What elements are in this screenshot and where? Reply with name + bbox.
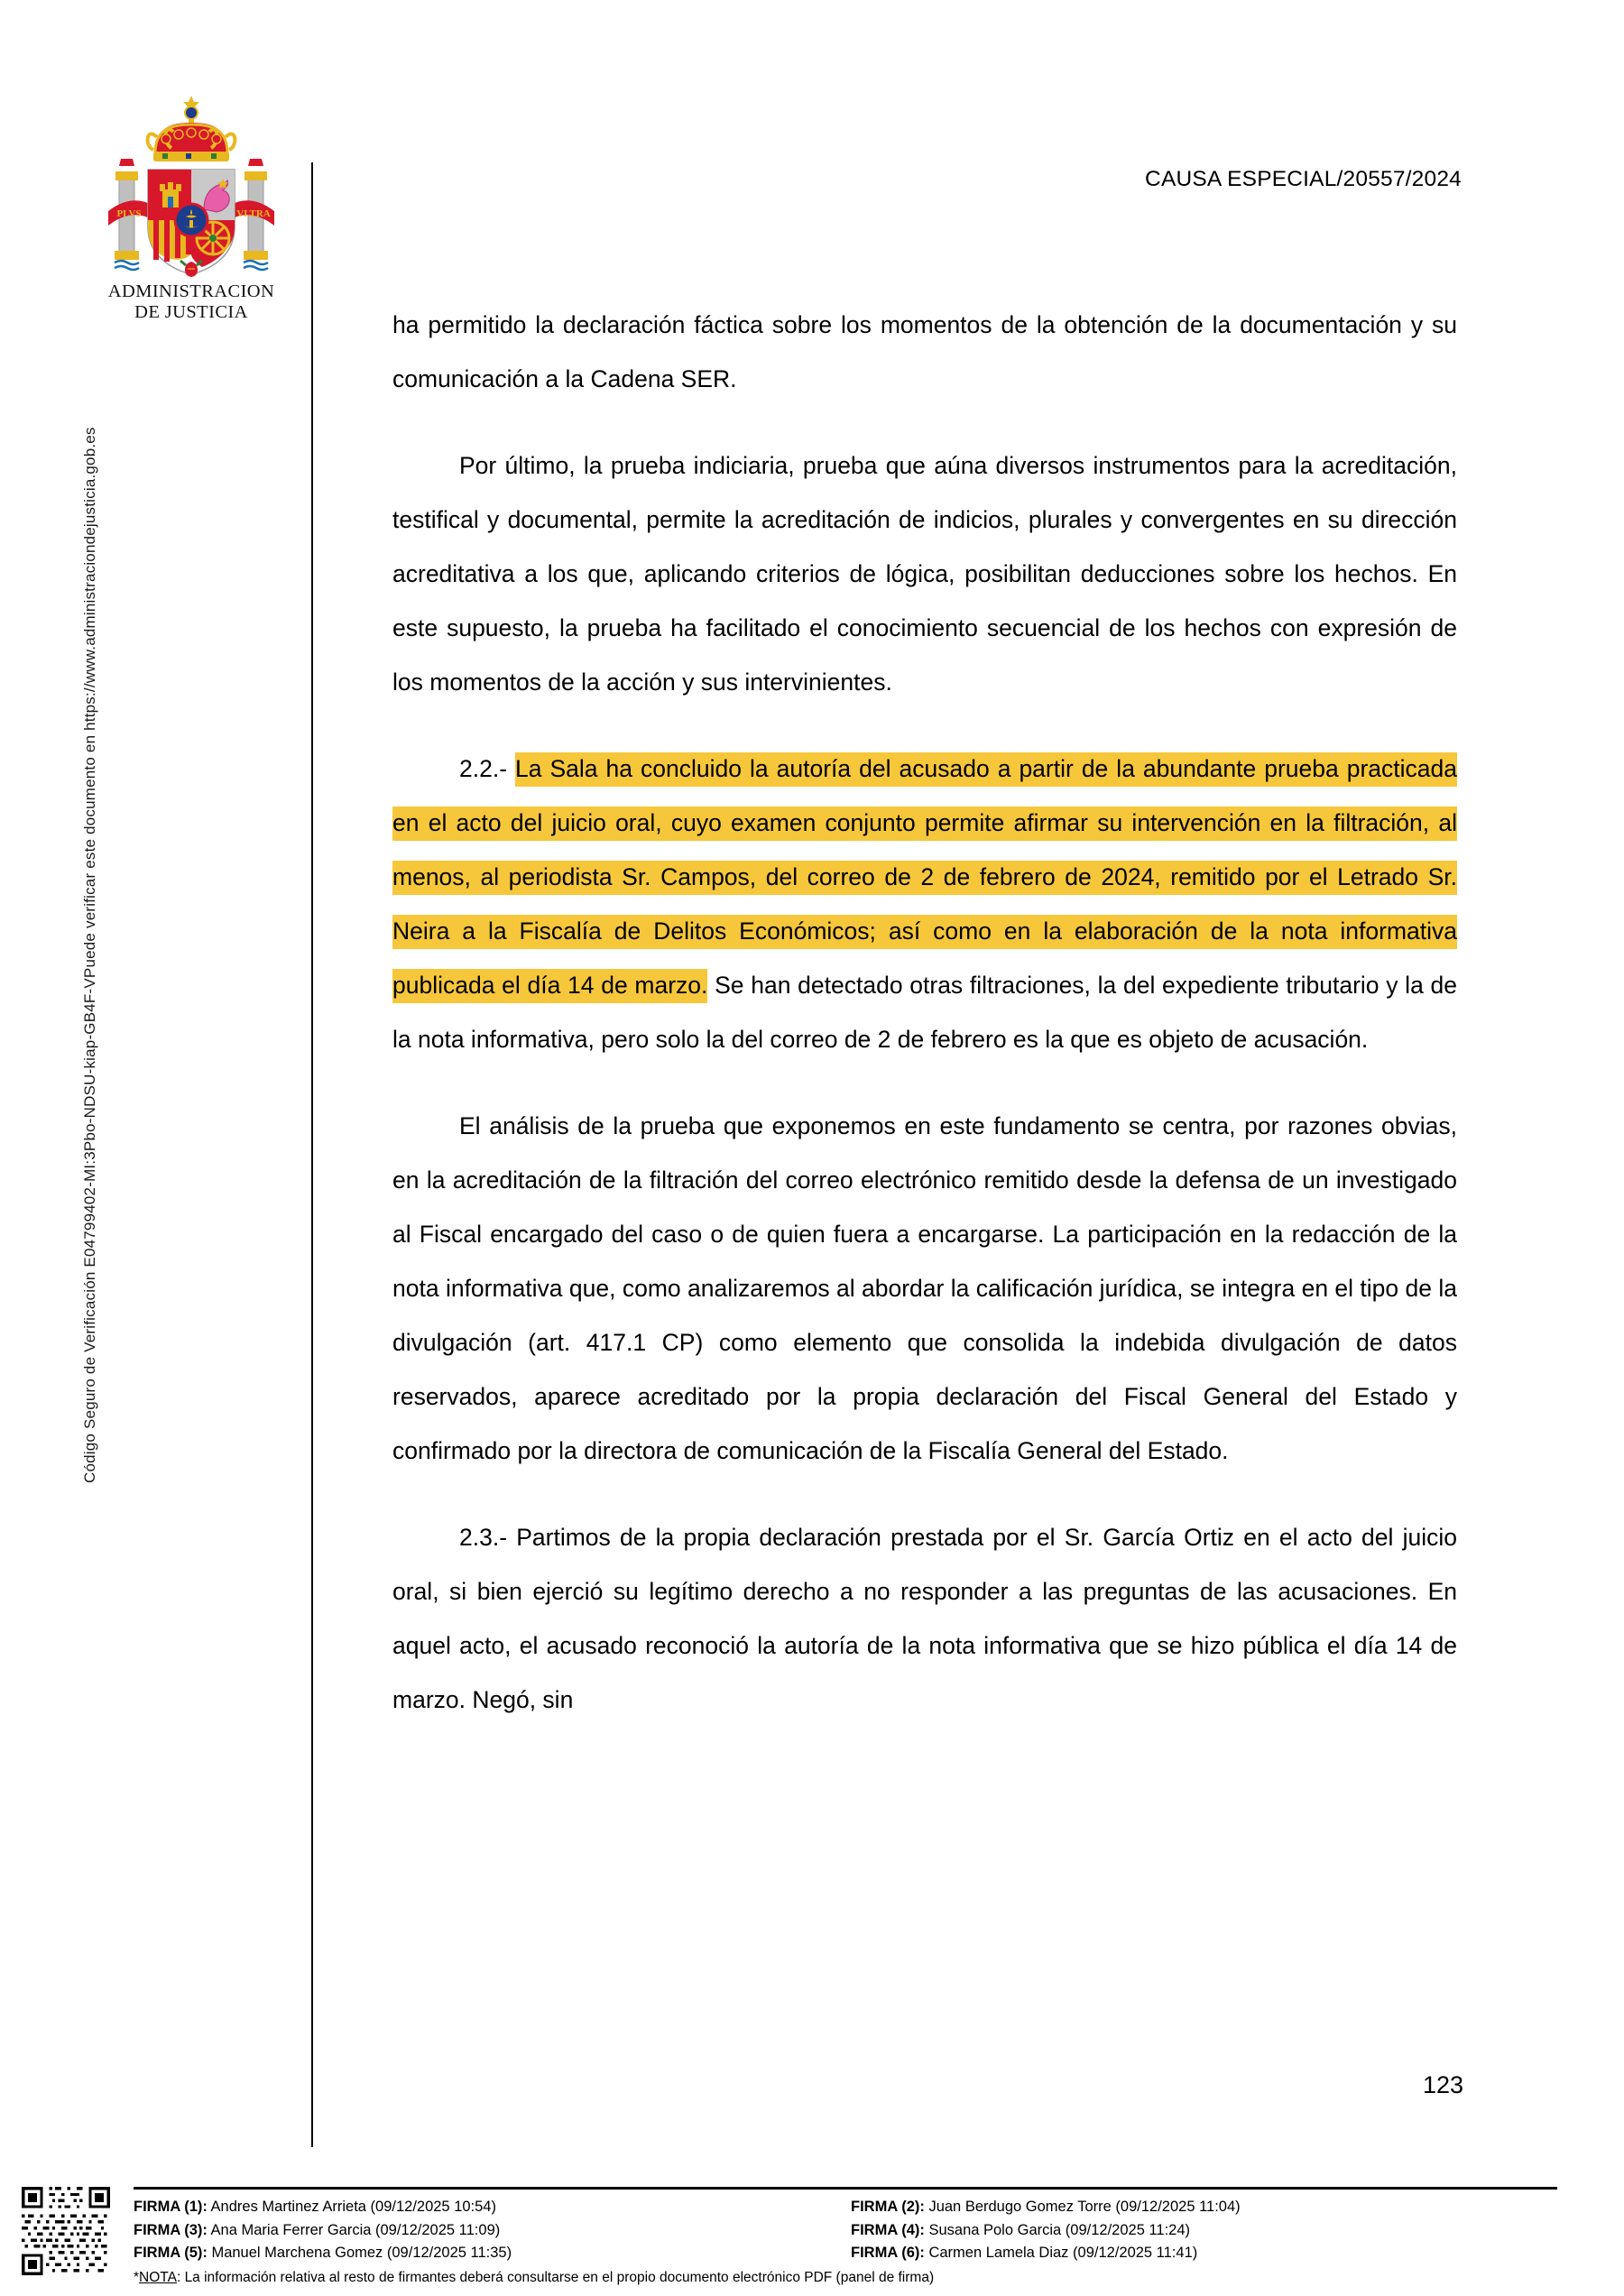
signature-footer: [134, 2196, 1568, 2287]
verification-code-text: Código Seguro de Verificación E04799402-MI:3Pbo-NDSU-kiap-GB4F-V: [81, 978, 98, 1483]
text-run: Se han detectado otras filtraciones, la del expediente tributario y la de la nota informativa, pero solo la del correo de 2 de febrero es la que es objeto de acusación.: [392, 972, 1457, 1053]
signature-value: Ana Maria Ferrer Garcia (09/12/2025 11:09): [207, 2221, 501, 2238]
signature-line: [851, 2242, 1568, 2265]
footer-divider-rule: [134, 2187, 1557, 2190]
signature-line: [134, 2242, 851, 2265]
page-number: 123: [1422, 2071, 1463, 2098]
signature-line: [851, 2196, 1568, 2219]
text-run: 2.2.-: [459, 755, 516, 782]
verification-sidebar: [0, 0, 98, 2147]
para-2-2: [392, 742, 1457, 1066]
para-prueba-indiciaria: [392, 438, 1457, 709]
signature-column-right: [851, 2196, 1568, 2265]
svg-text:VLTRA: VLTRA: [236, 208, 271, 219]
emblem-caption-line-2: DE JUSTICIA: [134, 301, 248, 322]
text-run: Por último, la prueba indiciaria, prueba que aúna diversos instrumentos para la acreditación, testifical y documental, permite la acreditación de indicios, plurales y convergentes en su dirección acreditativa a los que, aplicando criterios de lógica, posibilitan deducciones sobre los hechos. En este supuesto, la prueba ha facilitado el conocimiento secuencial de los hechos con expresión de los momentos de la acción y sus intervinientes.: [392, 452, 1457, 696]
signature-value: Juan Berdugo Gomez Torre (09/12/2025 11:04): [924, 2199, 1241, 2215]
highlighted-text-run: La Sala ha concluido la autoría del acusado a partir de la abundante prueba practicada en el acto del juicio oral, cuyo examen conjunto permite afirmar su intervención en la filtración, al menos, al periodista Sr. Campos, del correo de 2 de febrero de 2024, remitido por el Letrado Sr. Neira a la Fiscalía de Delitos Económicos; así como en la elaboración de la nota informativa publicada el día 14 de marzo.: [392, 752, 1457, 1003]
svg-text:PLVS: PLVS: [116, 208, 142, 219]
footer-note-keyword: NOTA: [139, 2269, 177, 2285]
signature-line: [134, 2219, 851, 2243]
signature-value: Manuel Marchena Gomez (09/12/2025 11:35): [207, 2245, 512, 2261]
para-analisis: [392, 1099, 1457, 1478]
signature-value: Andres Martinez Arrieta (09/12/2025 10:54): [207, 2199, 496, 2215]
qr-code-icon: [22, 2187, 110, 2275]
coat-of-arms-block: [87, 83, 296, 323]
para-2-3: [392, 1510, 1457, 1727]
signature-label: FIRMA (6):: [851, 2245, 925, 2261]
signature-label: FIRMA (1):: [134, 2199, 208, 2215]
document-body: [392, 298, 1457, 1759]
signature-label: FIRMA (2):: [851, 2199, 925, 2215]
signature-line: [851, 2219, 1568, 2243]
text-run: ha permitido la declaración fáctica sobre los momentos de la obtención de la documentación y su comunicación a la Cadena SER.: [392, 311, 1457, 392]
signature-value: Susana Polo Garcia (09/12/2025 11:24): [924, 2221, 1191, 2238]
signature-line: [134, 2196, 851, 2219]
spain-coat-of-arms-icon: [103, 83, 280, 280]
running-head-case-number: CAUSA ESPECIAL/20557/2024: [1145, 167, 1462, 191]
verification-url-text: Puede verificar este documento en https://www.administraciondejusticia.gob.es: [81, 427, 98, 979]
signature-value: Carmen Lamela Diaz (09/12/2025 11:41): [924, 2245, 1198, 2261]
emblem-caption-line-1: ADMINISTRACION: [107, 281, 275, 301]
signature-label: FIRMA (3):: [134, 2221, 208, 2238]
text-run: 2.3.- Partimos de la propia declaración prestada por el Sr. García Ortiz en el acto del juicio oral, si bien ejerció su legítimo derecho a no responder a las preguntas de las acusaciones. En aquel acto, el acusado reconoció la autoría de la nota informativa que se hizo pública el día 14 de marzo. Negó, sin: [392, 1524, 1457, 1713]
footer-note-text: : La información relativa al resto de firmantes deberá consultarse en el propio documento electrónico PDF (panel de firma): [176, 2269, 935, 2285]
footer-note: [134, 2268, 1568, 2287]
signature-label: FIRMA (5):: [134, 2245, 208, 2261]
signature-column-left: [134, 2196, 851, 2265]
para-continuation: [392, 298, 1457, 406]
footer-note-prefix: *: [134, 2269, 140, 2285]
signature-label: FIRMA (4):: [851, 2221, 925, 2238]
text-run: El análisis de la prueba que exponemos en este fundamento se centra, por razones obvias, en la acreditación de la filtración del correo electrónico remitido desde la defensa de un investigado al Fiscal encargado del caso o de quien fuera a encargarse. La participación en la redacción de la nota informativa que, como analizaremos al abordar la calificación jurídica, se integra en el tipo de la divulgación (art. 417.1 CP) como elemento que consolida la indebida divulgación de datos reservados, aparece acreditado por la propia declaración del Fiscal General del Estado y confirmado por la directora de comunicación de la Fiscalía General del Estado.: [392, 1112, 1457, 1464]
margin-divider-rule: [311, 162, 313, 2147]
